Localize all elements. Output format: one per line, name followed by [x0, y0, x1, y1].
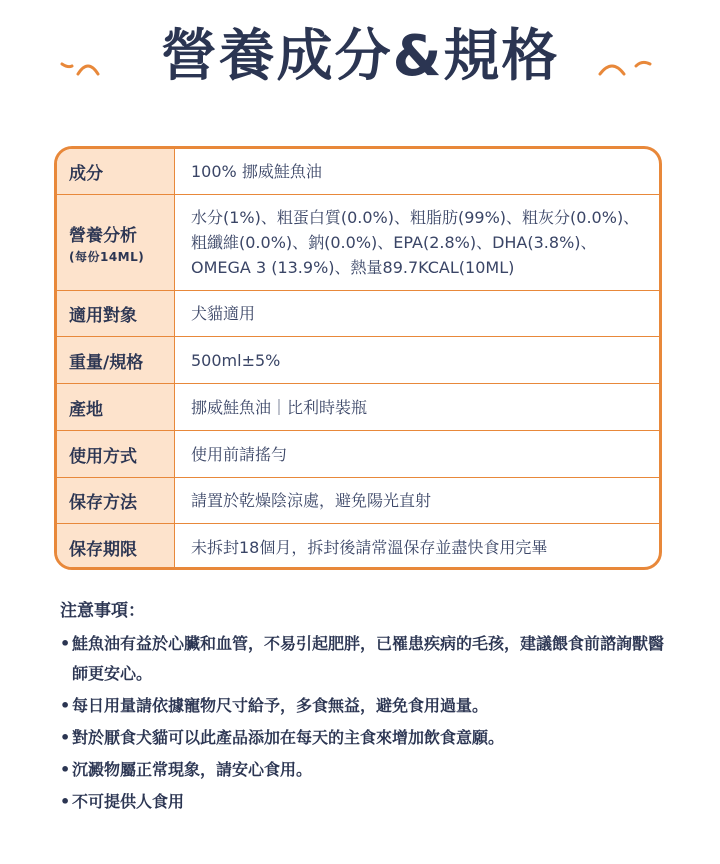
table-row	[57, 291, 659, 337]
row-label: 保存方法	[57, 478, 175, 523]
notes-section	[60, 596, 670, 819]
list-item: • 每日用量請依據寵物尺寸給予，多食無益，避免食用過量。	[60, 691, 670, 721]
page-title: 營養成分&規格	[160, 24, 560, 89]
table-row	[57, 149, 659, 195]
table-row	[57, 478, 659, 524]
table-row	[57, 524, 659, 570]
row-value: 挪威鮭魚油｜比利時裝瓶	[191, 397, 368, 417]
row-label: 產地	[57, 384, 175, 430]
list-item: • 沉澱物屬正常現象，請安心食用。	[60, 755, 670, 785]
row-label: 成分	[57, 149, 175, 194]
list-item: • 對於厭食犬貓可以此產品添加在每天的主食來增加飲食意願。	[60, 723, 670, 753]
notes-title: 注意事項：	[60, 601, 145, 621]
row-label: 使用方式	[57, 431, 175, 477]
table-row	[57, 195, 659, 291]
list-item: • 不可提供人食用	[60, 787, 670, 817]
list-item: • 鮭魚油有益於心臟和血管，不易引起肥胖，已罹患疾病的毛孩，建議餵食前諮詢獸醫師更安心。	[60, 629, 670, 689]
row-value: 未拆封18個月，拆封後請常溫保存並盡快食用完畢	[191, 537, 548, 557]
row-value: 犬貓適用	[191, 304, 256, 323]
table-row	[57, 337, 659, 384]
table-row	[57, 384, 659, 431]
row-label: 適用對象	[57, 291, 175, 336]
row-label-sub: (每份14ML)	[69, 249, 145, 264]
notes-list	[60, 629, 670, 817]
row-value: 水分(1%)、粗蛋白質(0.0%)、粗脂肪(99%)、粗灰分(0.0%)、粗纖維(0.0%)、鈉(0.0%)、EPA(2.8%)、DHA(3.8%)、OMEGA 3 (13.9%)、熱量89.7KCAL(10ML)	[191, 208, 640, 277]
row-label: 營養分析 (每份14ML)	[57, 195, 175, 290]
row-label: 重量/規格	[57, 337, 175, 383]
header	[0, 18, 720, 98]
row-value: 100% 挪威鮭魚油	[191, 162, 322, 181]
row-value: 請置於乾燥陰涼處，避免陽光直射	[191, 491, 432, 510]
row-value: 使用前請搖勻	[191, 444, 288, 464]
table-row	[57, 431, 659, 478]
spec-table	[54, 146, 662, 570]
wave-decoration-icon	[594, 56, 660, 80]
row-value: 500ml±5%	[191, 350, 281, 370]
row-label: 保存期限	[57, 524, 175, 570]
